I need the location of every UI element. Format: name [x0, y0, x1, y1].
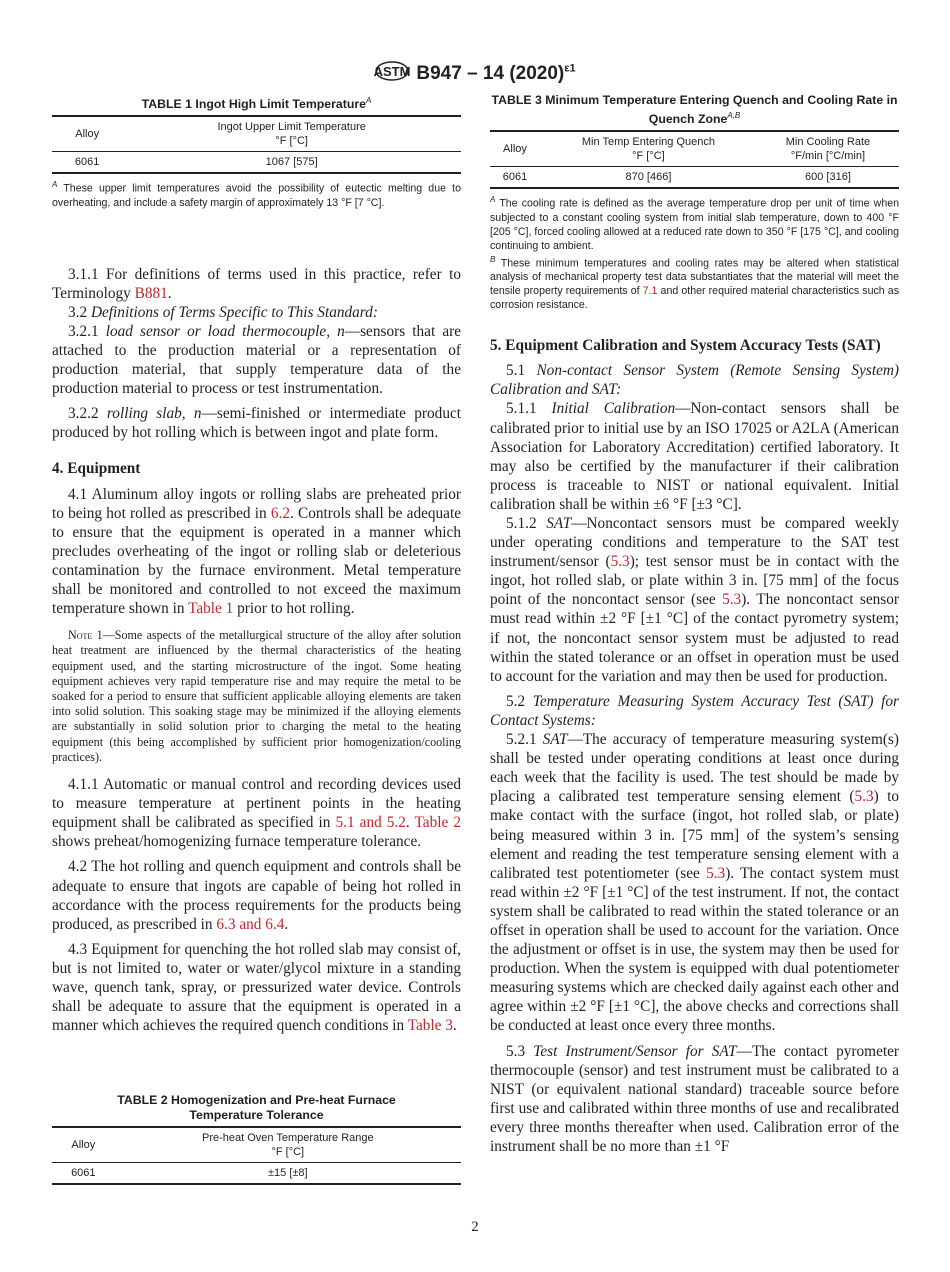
left-column	[52, 93, 462, 1179]
table-3-footnote	[490, 193, 899, 253]
text: ). The noncontact sensor must read within ±2 °F [±1 °C] of the contact pyrometry system; if not, the noncontact sensor system must be adjusted to read within the stated tolerance or an offset in operation must be used to account for the variation and may then be used for production.	[490, 591, 899, 685]
paragraph	[52, 303, 461, 322]
term-text: Test Instrument/Sensor for SAT	[533, 1042, 737, 1060]
cross-reference-link[interactable]: 5.1 and 5.2	[335, 814, 406, 832]
paragraph	[52, 404, 461, 442]
cross-reference-link[interactable]: Table 1	[188, 600, 234, 618]
cross-reference-link[interactable]: Table 3	[407, 1017, 453, 1035]
cross-reference-link[interactable]: 5.3	[706, 864, 726, 882]
table-1-caption: TABLE 1 Ingot High Limit Temperature	[141, 97, 366, 112]
left-body-text	[52, 265, 461, 1036]
text: shows preheat/homogenizing furnace temperature tolerance.	[52, 833, 422, 851]
text: —semi-finished or intermediate product produced by hot rolling which is between ingot and plate form.	[52, 405, 462, 442]
table-cell: 600 [316]	[805, 171, 851, 184]
text: —Non-contact sensors shall be calibrated prior to initial use by an ISO 17025 or A2LA (American Association for Laboratory Accreditation) certified laboratory. It may also be certified by the manufacturer if their calibration process is traceable to NIST or national equivalent. Initial calibration shall be within ±6 °F [±3 °C].	[490, 400, 899, 513]
astm-logo	[374, 56, 410, 92]
cross-reference-link[interactable]: 5.3	[722, 591, 742, 609]
svg-text:ASTM: ASTM	[374, 64, 411, 79]
text: prior to hot rolling.	[233, 600, 355, 618]
term-text: load sensor or load thermocouple, n	[105, 322, 345, 340]
text: 1—Some aspects of the metallurgical structure of the alloy after solution heat treatment are influenced by the thermal characteristics of the heating equipment used, and the starting microstructure of the ingot. Some heating equipment achieves very rapid temperature rise and may require the metal to be soaked for a period to ensure that sufficient applicable alloying elements are taken into solid solution. This soaking stage may be minimized if the alloying elements are substantially in solid solution prior to charging the metal to the heating equipment (this being accomplished by sufficient prior homogenization/cooling practices).	[52, 628, 461, 764]
cross-reference-link[interactable]: 5.3	[854, 788, 874, 806]
table-row	[490, 167, 899, 189]
term-text: SAT	[542, 731, 568, 749]
footnote-mark: B	[490, 254, 496, 264]
page-header	[0, 56, 950, 92]
text: The cooling rate is defined as the average temperature drop per unit of time when subjected to a constant cooling system from initial slab temperature, down to 400 °F [205 °C], forced cooling allowed at a reduced rate down to 350 °F [175 °C], and cooling continuing to ambient.	[490, 197, 899, 252]
footnote-mark: A	[52, 180, 58, 190]
paragraph	[52, 775, 461, 851]
paragraph	[490, 399, 899, 514]
table-cell: 6061	[71, 1167, 96, 1179]
table-header-row	[52, 116, 461, 152]
table-3	[490, 93, 899, 312]
right-body-text	[490, 336, 899, 1156]
paragraph	[52, 265, 461, 303]
table-2	[52, 1093, 461, 1185]
footnote-mark: A,B	[727, 111, 741, 120]
text: —The contact pyrometer thermocouple (sensor) and test instrument must be calibrated to a NIST (or equivalent national standard) traceable source before first use and calibrated within three months of use and recalibrated every three months thereafter when used. Calibration error of the instrument shall be no more than ±1 °F	[490, 1042, 899, 1155]
text: —The accuracy of temperature measuring system(s) shall be tested under operating conditions at least once during each week that the facility is used. The test should be made by placing a calibrated test temperature sensing element (	[490, 731, 899, 806]
footnote-text: These upper limit temperatures avoid the possibility of eutectic melting due to overheating, and include a safety margin of approximately 13 °F [7 °C].	[52, 182, 461, 209]
text: 5.1.1	[506, 400, 552, 418]
paragraph	[490, 514, 899, 686]
column-header: Pre-heat Oven Temperature Range °F [°C]	[202, 1132, 374, 1158]
term-text: Initial Calibration	[551, 400, 676, 418]
text: 4.1 Aluminum alloy ingots or rolling slabs are preheated prior to being hot rolled as prescribed in	[52, 485, 461, 522]
column-header: Alloy	[71, 1139, 96, 1151]
paragraph	[52, 322, 461, 398]
text: .	[452, 1017, 457, 1035]
paragraph	[52, 940, 461, 1035]
text: .	[167, 284, 172, 302]
column-header: Min Cooling Rate °F/min [°C/min]	[785, 136, 871, 163]
paragraph	[52, 485, 461, 619]
text: .	[284, 915, 289, 933]
table-cell: 6061	[74, 156, 100, 169]
table-3-caption: TABLE 3 Minimum Temperature Entering Quench and Cooling Rate in Quench Zone	[491, 93, 898, 127]
text: . Controls shall be adequate to ensure that the equipment is operated in a manner which precludes overheating of the ingot or rolling slab or deleterious contamination by the furnace environment. Metal temperature shall be monitored and controlled to not exceed the maximum temperature shown in	[52, 504, 462, 618]
section-heading: 4. Equipment	[52, 460, 141, 478]
term-text: SAT	[546, 515, 572, 532]
table-cell: 6061	[502, 171, 528, 184]
text: 3.1.1 For definitions of terms used in this practice, refer to Terminology	[52, 265, 461, 302]
text: 5.2.1	[506, 731, 543, 749]
table-3-footnote	[490, 253, 899, 313]
text: 3.2.1	[68, 322, 106, 340]
table-cell: 1067 [575]	[265, 156, 318, 169]
text: ). The contact system must read within ±2 °F [±1 °C] of the test instrument. If not, the contact system shall be calibrated to read within the stated tolerance or an offset in operation shall be used to account for the variation. Once the adjustment or offset is in use, the system may then be used for production. When the system is equipped with dual potentiometer measuring systems which are checked daily against each other and agree within ±2 °F [±1 °C], the above checks and corrections shall be conducted at least once every three months.	[490, 864, 899, 1035]
text: 3.2.2	[68, 405, 107, 423]
section-heading: 5. Equipment Calibration and System Accuracy Tests (SAT)	[490, 337, 881, 355]
table-cell: 870 [466]	[625, 171, 672, 184]
text: ) to make contact with the surface (ingot, hot rolled slab, or plate) being measured within 3 in. [75 mm] of the system’s sensing element and reading the test temperature sensing element with a calibrated test potentiometer (see	[490, 788, 899, 882]
table-cell: ±15 [±8]	[268, 1167, 308, 1179]
paragraph	[52, 857, 461, 933]
cross-reference-link[interactable]: Table 2	[414, 814, 461, 832]
table-header-row	[490, 131, 899, 167]
table-row	[52, 152, 461, 174]
table-row	[52, 1163, 461, 1185]
text: These minimum temperatures and cooling rates may be altered when statistical analysis of mechanical property test data substantiates that the material will meet the tensile property requirements of	[490, 257, 899, 298]
column-header: Min Temp Entering Quench °F [°C]	[581, 136, 715, 163]
cross-reference-link[interactable]: B881	[134, 284, 168, 302]
text: 4.1.1 Automatic or manual control and recording devices used to measure temperature at pertinent points in the heating equipment shall be calibrated as specified in	[52, 776, 461, 832]
term-text: Definitions of Terms Specific to This Standard:	[90, 303, 378, 321]
designation: B947 – 14 (2020)	[416, 63, 565, 85]
footnote-mark: A	[490, 195, 496, 205]
footnote-mark: A	[365, 96, 372, 105]
text: 5.2	[506, 692, 533, 710]
cross-reference-link[interactable]: 7.1	[642, 285, 658, 298]
page-number: 2	[471, 1219, 479, 1235]
column-header: Alloy	[75, 128, 100, 141]
text: —sensors that are attached to the production material or a representation of production material, that supply temperature data of the production material to process or test instrumentation.	[52, 322, 461, 398]
text: 3.2	[68, 303, 91, 321]
cross-reference-link[interactable]: 5.3	[610, 553, 630, 571]
paragraph	[490, 361, 899, 399]
table-1-footnote	[52, 178, 461, 210]
term-text: Temperature Measuring System Accuracy Test (SAT) for Contact Systems:	[490, 692, 899, 729]
text: ); test sensor must be in contact with the ingot, hot rolled slab, or plate within 3 in. [75 mm] of the focus point of the noncontact sensor (see	[490, 553, 900, 609]
term-text: rolling slab, n	[106, 405, 202, 423]
text: 5.1	[506, 362, 537, 380]
paragraph	[490, 1042, 899, 1157]
right-column	[490, 93, 899, 1156]
text: 5.3	[506, 1042, 534, 1060]
term-text: Non-contact Sensor System (Remote Sensing System) Calibration and SAT:	[490, 362, 899, 399]
paragraph	[490, 692, 899, 730]
text: 4.3 Equipment for quenching the hot rolled slab may consist of, but is not limited to, water or water/glycol mixture in a standing wave, quench tank, spray, or pressurized water device. Controls shall be adequate to assure that the equipment is operated in a manner which achieves the required quench conditions in	[52, 940, 461, 1035]
table-1	[52, 93, 461, 210]
text: and other required material characteristics such as corrosion resistance.	[490, 285, 899, 312]
paragraph	[490, 730, 899, 1036]
text: 4.2 The hot rolling and quench equipment and controls shall be adequate to ensure that ingots are capable of being hot rolled in accordance with the process requirements for the products being produced, as prescribed in	[52, 858, 461, 933]
text: —Noncontact sensors must be compared weekly under operating conditions and temperature to the SAT test instrument/sensor (	[490, 515, 900, 571]
column-header: Ingot Upper Limit Temperature °F [°C]	[217, 121, 366, 148]
cross-reference-link[interactable]: 6.3 and 6.4	[216, 915, 285, 933]
epsilon-mark: ε1	[564, 62, 576, 75]
note-label: Note	[68, 628, 93, 643]
cross-reference-link[interactable]: 6.2	[270, 504, 290, 522]
column-header: Alloy	[503, 143, 527, 156]
table-2-caption: TABLE 2 Homogenization and Pre-heat Furnace Temperature Tolerance	[117, 1093, 396, 1122]
text: 5.1.2	[506, 515, 547, 532]
note-paragraph	[52, 628, 461, 765]
text: .	[405, 814, 415, 832]
table-header-row	[52, 1127, 461, 1163]
